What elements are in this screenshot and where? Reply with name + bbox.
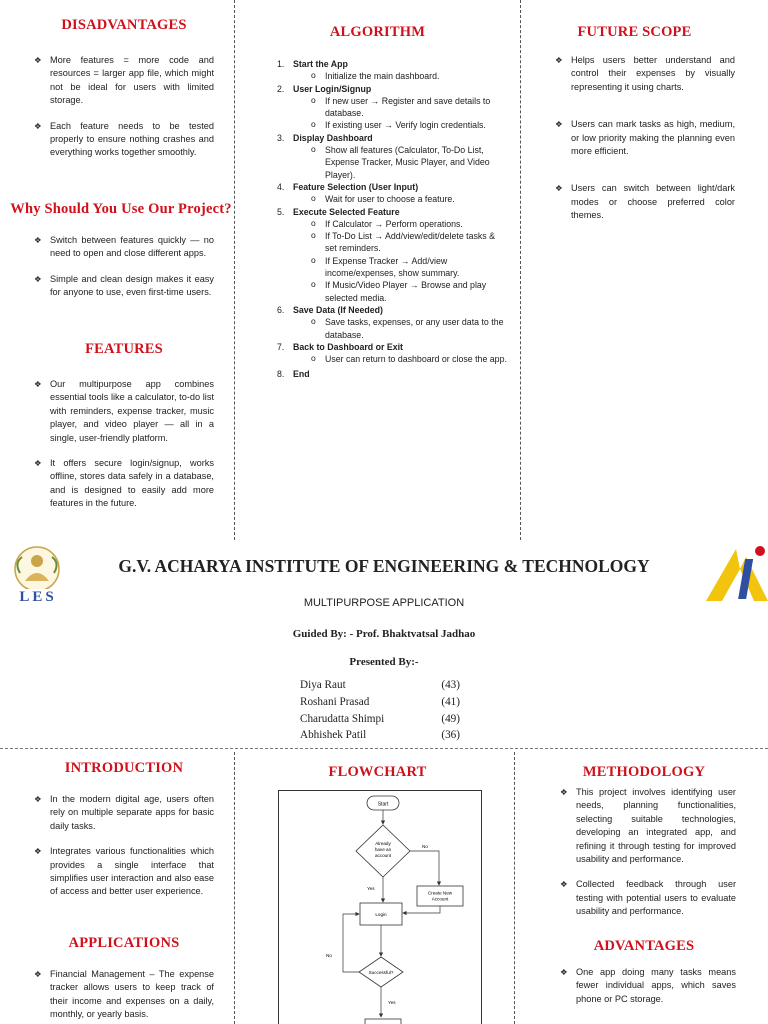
introduction-list xyxy=(34,793,214,899)
member-row xyxy=(300,711,460,728)
advantages-title: ADVANTAGES xyxy=(593,938,695,954)
divider-bottom-right xyxy=(514,752,515,1024)
divider-header-bottom xyxy=(0,748,768,749)
algorithm-step-number: 1. xyxy=(277,59,285,69)
algorithm-step-title: Display Dashboard xyxy=(293,132,373,143)
algorithm-steps xyxy=(277,58,507,381)
algorithm-substep: o Wait for user to choose a feature. xyxy=(311,193,507,205)
member-name: Diya Raut xyxy=(300,679,346,691)
future-title: FUTURE SCOPE xyxy=(577,24,692,40)
algorithm-substep: o User can return to dashboard or close the app. xyxy=(311,353,507,365)
divider-top-right xyxy=(520,0,521,540)
methodology-list xyxy=(560,786,736,919)
les-logo-text: LES xyxy=(19,589,57,605)
introduction-title: INTRODUCTION xyxy=(64,760,184,776)
presented-by: Presented By:- xyxy=(349,656,419,668)
future-panel xyxy=(527,24,742,41)
algorithm-step-number: 7. xyxy=(277,341,285,352)
fc-no-label-2: No xyxy=(326,953,332,958)
advantages-list-panel xyxy=(560,966,736,1018)
future-list xyxy=(555,54,735,223)
why-panel xyxy=(6,201,236,218)
project-subtitle: MULTIPURPOSE APPLICATION xyxy=(303,597,465,609)
flowchart-panel xyxy=(240,764,515,781)
why-item: ❖ Simple and clean design makes it easy for anyone to use, even first-time users. xyxy=(34,273,214,300)
member-roll: (41) xyxy=(441,695,460,708)
algorithm-step-number: 5. xyxy=(277,206,285,217)
methodology-title: METHODOLOGY xyxy=(582,764,706,780)
disadvantages-list xyxy=(34,54,214,160)
why-list-panel xyxy=(34,234,214,312)
algorithm-substep: o If existing user → Verify login credentials. xyxy=(311,119,507,131)
member-row xyxy=(300,694,460,711)
future-item: ❖ Users can mark tasks as high, medium, or low priority making the planning even more efficient. xyxy=(555,118,735,158)
why-title: Why Should You Use Our Project? xyxy=(10,201,232,217)
advantages-list xyxy=(560,966,736,1006)
advantages-panel xyxy=(520,938,768,955)
disadvantages-item: ❖ Each feature needs to be tested properly to ensure nothing crashes and everything works together smoothly. xyxy=(34,120,214,160)
guided-by: Guided By: - Prof. Bhaktvatsal Jadhao xyxy=(292,628,476,640)
introduction-item: ❖ Integrates various functionalities which provides a single interface that simplifies user interaction and also ease of access and better user experience. xyxy=(34,845,214,899)
fc-start-label: Start xyxy=(377,801,389,808)
algorithm-step-number: 2. xyxy=(277,83,285,94)
disadvantages-title: DISADVANTAGES xyxy=(61,17,187,33)
fc-create-line-1: Create New xyxy=(427,890,453,896)
algorithm-step-title: Back to Dashboard or Exit xyxy=(293,341,403,352)
member-name: Charudatta Shimpi xyxy=(300,712,385,725)
fc-next-node xyxy=(365,1019,401,1024)
future-item: ❖ Users can switch between light/dark modes or choose preferred color themes. xyxy=(555,182,735,222)
algorithm-substep: o Save tasks, expenses, or any user data to the database. xyxy=(311,316,507,341)
fc-decision-success-label: Successful? xyxy=(368,970,394,975)
algorithm-title: ALGORITHM xyxy=(329,24,426,40)
disadvantages-panel xyxy=(34,17,214,172)
member-roll: (49) xyxy=(441,712,460,725)
features-title: FEATURES xyxy=(85,341,163,357)
algorithm-step xyxy=(277,58,507,83)
member-row xyxy=(300,727,460,744)
future-list-panel xyxy=(555,54,735,247)
fc-decision-line-2: have an xyxy=(374,847,392,852)
methodology-list-panel xyxy=(560,786,736,931)
fc-decision-line-1: Already xyxy=(375,841,391,846)
features-item: ❖ Our multipurpose app combines essential tools like a calculator, to-do list with reminders, expense tracker, music player, and video player — all in a single, user-friendly platform. xyxy=(34,378,214,445)
algorithm-step-number: 4. xyxy=(277,181,285,192)
algorithm-step xyxy=(277,181,507,206)
features-item: ❖ It offers secure login/signup, works offline, stores data safely in a database, and is designed to easily add more features in the future. xyxy=(34,457,214,511)
algorithm-step xyxy=(277,206,507,304)
applications-title: APPLICATIONS xyxy=(68,935,180,951)
fc-decision-line-3: account xyxy=(374,853,392,858)
algorithm-substep: o If Expense Tracker → Add/view income/expenses, show summary. xyxy=(311,255,507,280)
algorithm-step xyxy=(277,341,507,366)
features-list xyxy=(34,378,214,511)
disadvantages-item: ❖ More features = more code and resources = larger app file, which might not be ideal for users with limited storage. xyxy=(34,54,214,108)
applications-panel xyxy=(34,935,214,1024)
algorithm-step-title: Feature Selection (User Input) xyxy=(293,181,419,192)
flowchart-title: FLOWCHART xyxy=(328,764,427,780)
algorithm-substep: o If new user → Register and save details to database. xyxy=(311,95,507,120)
future-item: ❖ Helps users better understand and control their expenses by visually representing it using charts. xyxy=(555,54,735,94)
applications-item: ❖ Financial Management – The expense tracker allows users to keep track of their income and expenses on a daily, monthly, or yearly basis. xyxy=(34,968,214,1022)
member-roll: (36) xyxy=(441,729,460,742)
algorithm-step xyxy=(277,368,507,380)
algorithm-step-number: 3. xyxy=(277,132,285,143)
fc-yes-label-2: Yes xyxy=(388,1000,396,1005)
methodology-panel xyxy=(520,764,768,781)
flowchart-diagram xyxy=(278,790,482,1024)
fc-create-line-2: Account xyxy=(431,896,449,902)
institute-logo xyxy=(702,543,768,605)
institute-name: G.V. ACHARYA INSTITUTE OF ENGINEERING & TECHNOLOGY xyxy=(118,556,650,576)
advantages-item: ❖ One app doing many tasks means fewer individual apps, which saves phone or PC storage. xyxy=(560,966,736,1006)
algorithm-substep: o If To-Do List → Add/view/edit/delete tasks & set reminders. xyxy=(311,230,507,255)
fc-no-label-1: No xyxy=(422,844,428,849)
member-name: Roshani Prasad xyxy=(300,695,370,708)
member-row xyxy=(300,677,460,694)
introduction-panel xyxy=(34,760,214,911)
divider-bottom-left xyxy=(234,752,235,1024)
divider-top-left xyxy=(234,0,235,540)
algorithm-step-number: 6. xyxy=(277,304,285,315)
member-roll: (43) xyxy=(441,679,460,691)
applications-list xyxy=(34,968,214,1022)
member-name: Abhishek Patil xyxy=(300,729,367,742)
algorithm-step xyxy=(277,132,507,181)
algorithm-step xyxy=(277,83,507,132)
algorithm-step-number: 8. xyxy=(277,369,285,380)
algorithm-substep: o If Music/Video Player → Browse and play selected media. xyxy=(311,279,507,304)
members-list xyxy=(300,677,460,744)
features-panel xyxy=(34,341,214,523)
fc-login-label: Login xyxy=(375,912,387,917)
fc-yes-label-1: Yes xyxy=(367,886,375,891)
algorithm-substep: o If Calculator → Perform operations. xyxy=(311,218,507,230)
why-list xyxy=(34,234,214,300)
introduction-item: ❖ In the modern digital age, users often rely on multiple separate apps for basic daily tasks. xyxy=(34,793,214,833)
algorithm-step-title: End xyxy=(293,369,310,380)
algorithm-list-panel xyxy=(277,58,507,381)
why-item: ❖ Switch between features quickly — no need to open and close different apps. xyxy=(34,234,214,261)
algorithm-step xyxy=(277,304,507,341)
algorithm-step-title: Save Data (If Needed) xyxy=(293,304,383,315)
algorithm-step-title: User Login/Signup xyxy=(293,83,372,94)
algorithm-panel xyxy=(240,24,515,41)
algorithm-step-title: Start the App xyxy=(293,59,348,69)
algorithm-step-title: Execute Selected Feature xyxy=(293,206,400,217)
algorithm-substep: o Initialize the main dashboard. xyxy=(311,70,507,82)
methodology-item: ❖ Collected feedback through user testing with potential users to evaluate usability and performance. xyxy=(560,878,736,918)
algorithm-substep: o Show all features (Calculator, To-Do List, Expense Tracker, Music Player, and Video Player). xyxy=(311,144,507,181)
methodology-item: ❖ This project involves identifying user needs, planning functionalities, selecting suitable technologies, developing an integrated app, and refining it through testing for improved usability and performance. xyxy=(560,786,736,866)
